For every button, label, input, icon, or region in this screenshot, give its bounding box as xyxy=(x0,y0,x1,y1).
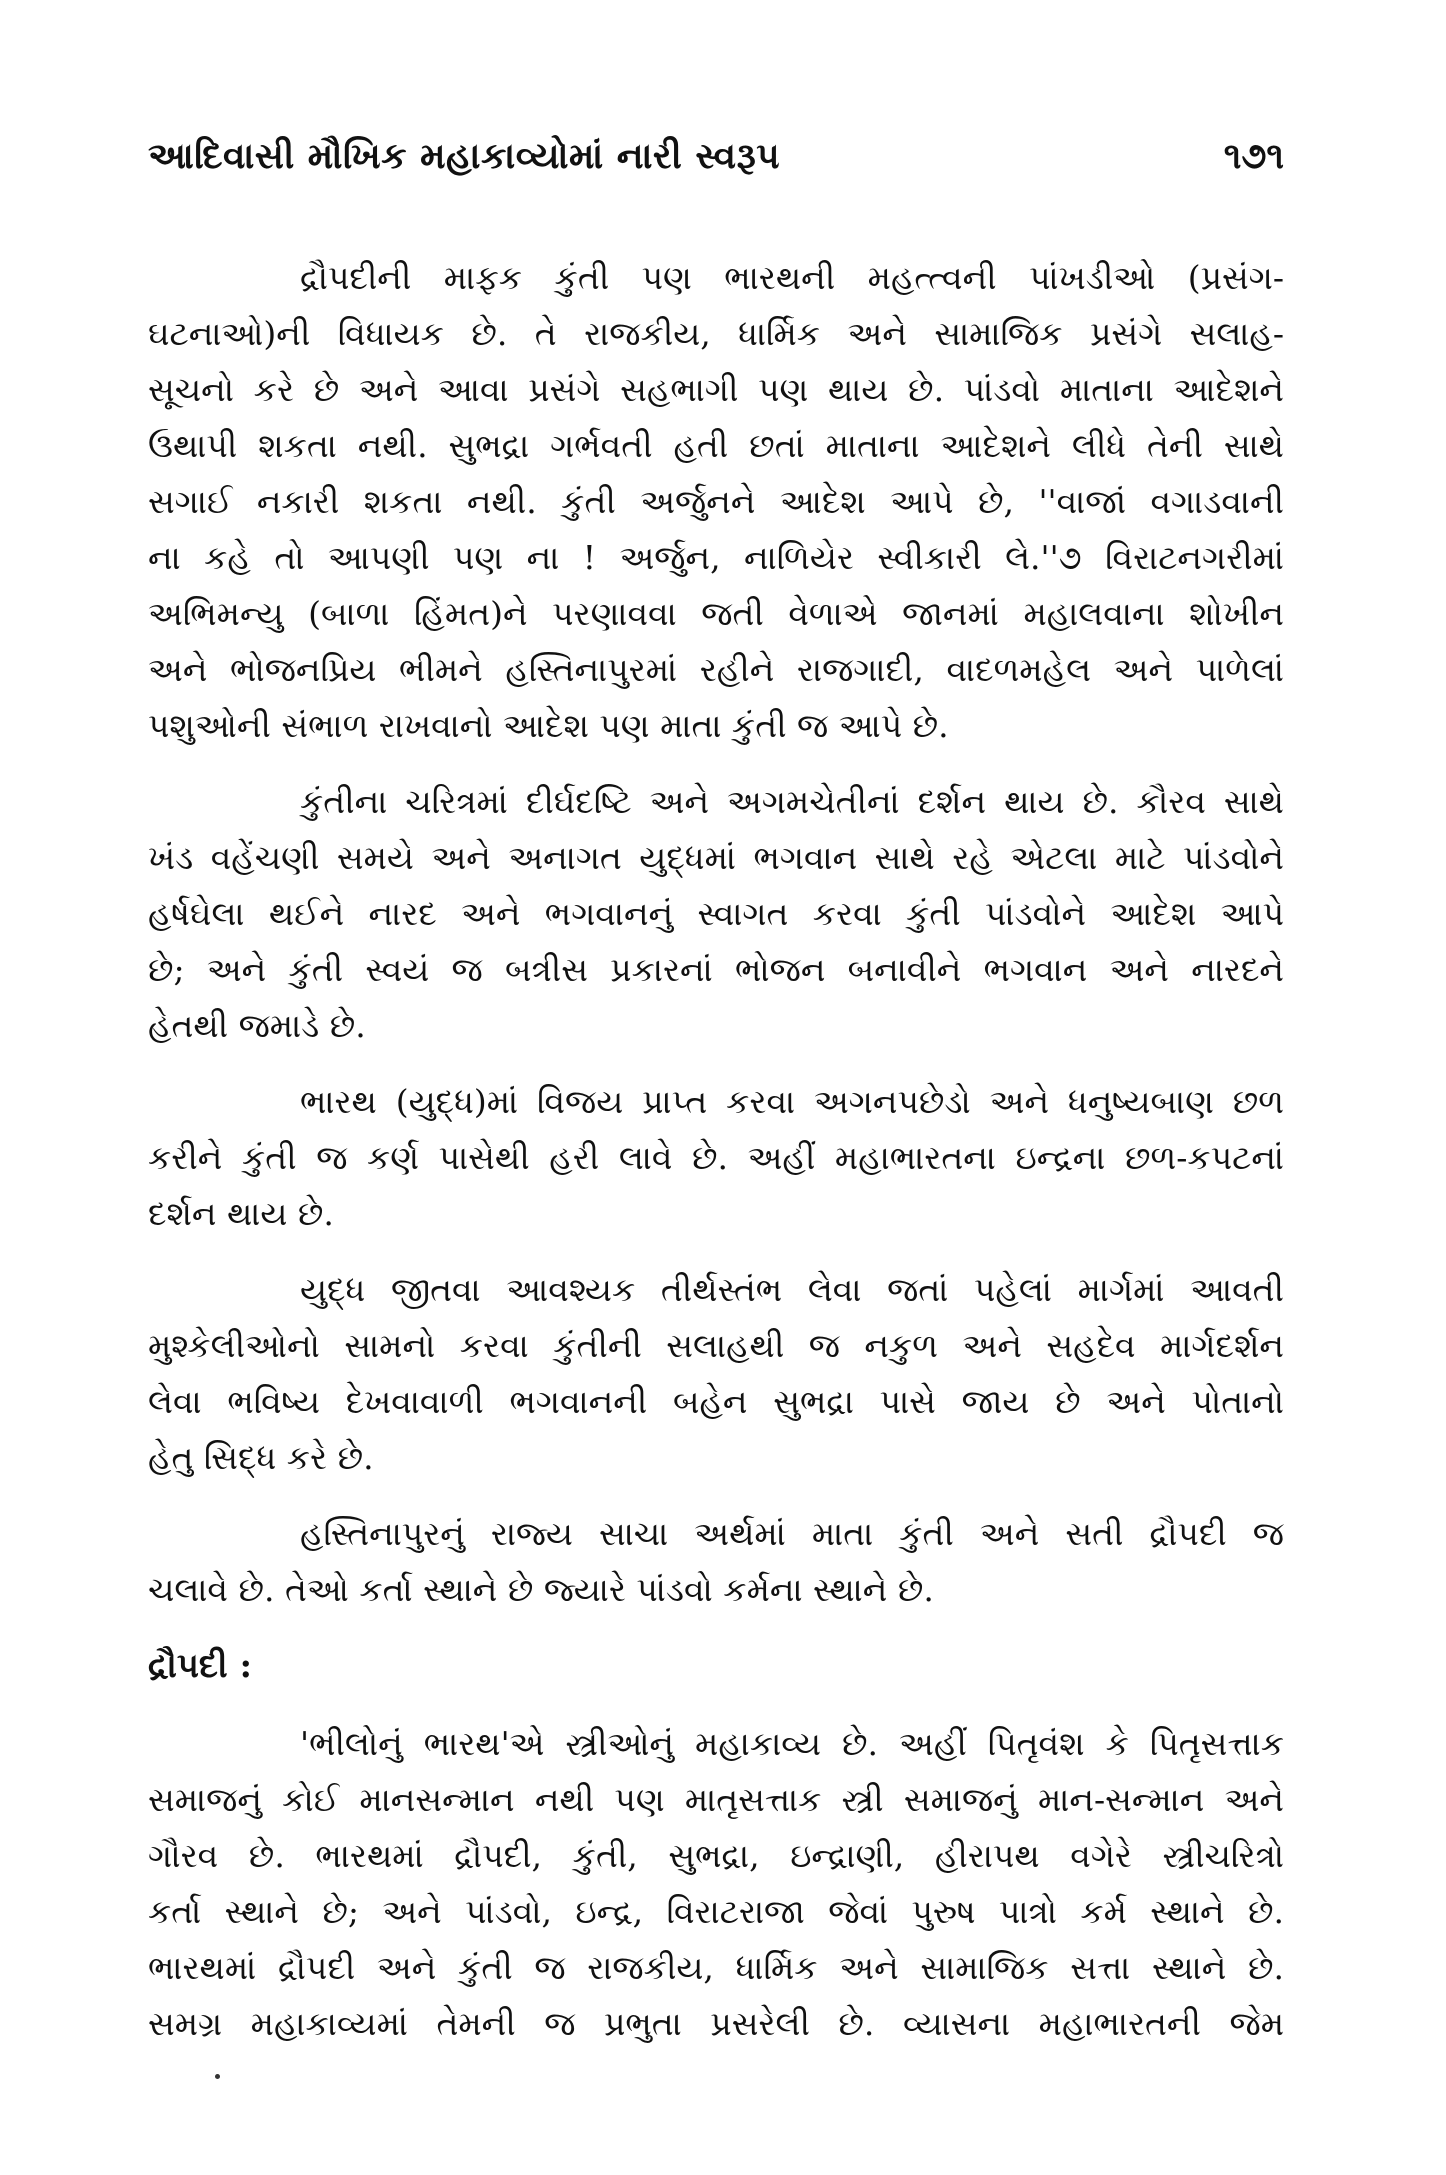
text-line: ઉથાપી શકતા નથી. સુભદ્રા ગર્ભવતી હતી છતાં માતાના આદેશને લીધે તેની સાથે xyxy=(148,426,1284,465)
text-line: ભારથમાં દ્રૌપદી અને કુંતી જ રાજકીય, ધાર્મિક અને સામાજિક સત્તા સ્થાને છે. xyxy=(148,1948,1284,1987)
section-heading-draupadi: દ્રૌપદી : xyxy=(148,1646,253,1686)
text-line: લેવા ભવિષ્ય દેખવાવાળી ભગવાનની બહેન સુભદ્રા પાસે જાય છે અને પોતાનો xyxy=(148,1382,1284,1421)
text-line: પશુઓની સંભાળ રાખવાનો આદેશ પણ માતા કુંતી જ આપે છે. xyxy=(148,706,949,745)
text-line: યુદ્ધ જીતવા આવશ્યક તીર્થસ્તંભ લેવા જતાં પહેલાં માર્ગમાં આવતી xyxy=(300,1270,1284,1309)
running-title: આદિવાસી મૌખિક મહાકાવ્યોમાં નારી સ્વરૂપ xyxy=(148,135,781,177)
text-line: દર્શન થાય છે. xyxy=(148,1194,334,1233)
text-line: મુશ્કેલીઓનો સામનો કરવા કુંતીની સલાહથી જ નકુળ અને સહદેવ માર્ગદર્શન xyxy=(148,1326,1284,1365)
text-line: ઘટનાઓ)ની વિધાયક છે. તે રાજકીય, ધાર્મિક અને સામાજિક પ્રસંગે સલાહ- xyxy=(148,314,1284,353)
text-line: કર્તા સ્થાને છે; અને પાંડવો, ઇન્દ્ર, વિરાટરાજા જેવાં પુરુષ પાત્રો કર્મ સ્થાને છે. xyxy=(148,1892,1284,1931)
text-line: 'ભીલોનું ભારથ'એ સ્ત્રીઓનું મહાકાવ્ય છે. અહીં પિતૃવંશ કે પિતૃસત્તાક xyxy=(300,1724,1284,1763)
paragraph-kunti-foresight xyxy=(148,774,1284,1054)
print-speck xyxy=(215,2074,220,2079)
text-line: હસ્તિનાપુરનું રાજ્ય સાચા અર્થમાં માતા કુંતી અને સતી દ્રૌપદી જ xyxy=(300,1514,1284,1553)
paragraph-war-victory xyxy=(148,1074,1284,1242)
paragraph-women-epic xyxy=(148,1716,1284,2052)
text-line: સૂચનો કરે છે અને આવા પ્રસંગે સહભાગી પણ થાય છે. પાંડવો માતાના આદેશને xyxy=(148,370,1284,409)
text-line: સગાઈ નકારી શકતા નથી. કુંતી અર્જુનને આદેશ આપે છે, ''વાજાં વગાડવાની xyxy=(148,482,1284,521)
text-line: કરીને કુંતી જ કર્ણ પાસેથી હરી લાવે છે. અહીં મહાભારતના ઇન્દ્રના છળ-કપટનાં xyxy=(148,1138,1284,1177)
paragraph-hastinapur-rule xyxy=(148,1506,1284,1618)
running-header xyxy=(148,130,1284,190)
text-line: હર્ષઘેલા થઈને નારદ અને ભગવાનનું સ્વાગત કરવા કુંતી પાંડવોને આદેશ આપે xyxy=(148,894,1284,933)
text-line: ના કહે તો આપણી પણ ના ! અર્જુન, નાળિયેર સ્વીકારી લે.''૭ વિરાટનગરીમાં xyxy=(148,538,1284,577)
text-line: ભારથ (યુદ્ધ)માં વિજય પ્રાપ્ત કરવા અગનપછેડો અને ધનુષ્યબાણ છળ xyxy=(300,1082,1284,1121)
text-line: અને ભોજનપ્રિય ભીમને હસ્તિનાપુરમાં રહીને રાજગાદી, વાદળમહેલ અને પાળેલાં xyxy=(148,650,1284,689)
page-number: ૧૭૧ xyxy=(1223,135,1284,177)
text-line: અભિમન્યુ (બાળા હિંમત)ને પરણાવવા જતી વેળાએ જાનમાં મહાલવાના શોખીન xyxy=(148,594,1284,633)
text-line: ચલાવે છે. તેઓ કર્તા સ્થાને છે જ્યારે પાંડવો કર્મના સ્થાને છે. xyxy=(148,1570,934,1609)
text-line: ખંડ વહેંચણી સમયે અને અનાગત યુદ્ધમાં ભગવાન સાથે રહે એટલા માટે પાંડવોને xyxy=(148,838,1284,877)
paragraph-pilgrimage-pillar xyxy=(148,1262,1284,1486)
text-line: દ્રૌપદીની માફક કુંતી પણ ભારથની મહત્ત્વની પાંખડીઓ (પ્રસંગ- xyxy=(300,258,1284,297)
text-line: સમગ્ર મહાકાવ્યમાં તેમની જ પ્રભુતા પ્રસરેલી છે. વ્યાસના મહાભારતની જેમ xyxy=(148,2004,1284,2043)
paragraph-kunti-advisor xyxy=(148,250,1284,754)
text-line: સમાજનું કોઈ માનસન્માન નથી પણ માતૃસત્તાક સ્ત્રી સમાજનું માન-સન્માન અને xyxy=(148,1780,1284,1819)
text-line: હેતુ સિદ્ધ કરે છે. xyxy=(148,1438,374,1477)
text-line: કુંતીના ચરિત્રમાં દીર્ઘદષ્ટિ અને અગમચેતીનાં દર્શન થાય છે. કૌરવ સાથે xyxy=(300,782,1284,821)
text-line: હેતથી જમાડે છે. xyxy=(148,1006,366,1045)
body-text xyxy=(148,250,1284,2072)
text-line: ગૌરવ છે. ભારથમાં દ્રૌપદી, કુંતી, સુભદ્રા, ઇન્દ્રાણી, હીરાપથ વગેરે સ્ત્રીચરિત્રો xyxy=(148,1836,1284,1875)
text-line: છે; અને કુંતી સ્વયં જ બત્રીસ પ્રકારનાં ભોજન બનાવીને ભગવાન અને નારદને xyxy=(148,950,1284,989)
